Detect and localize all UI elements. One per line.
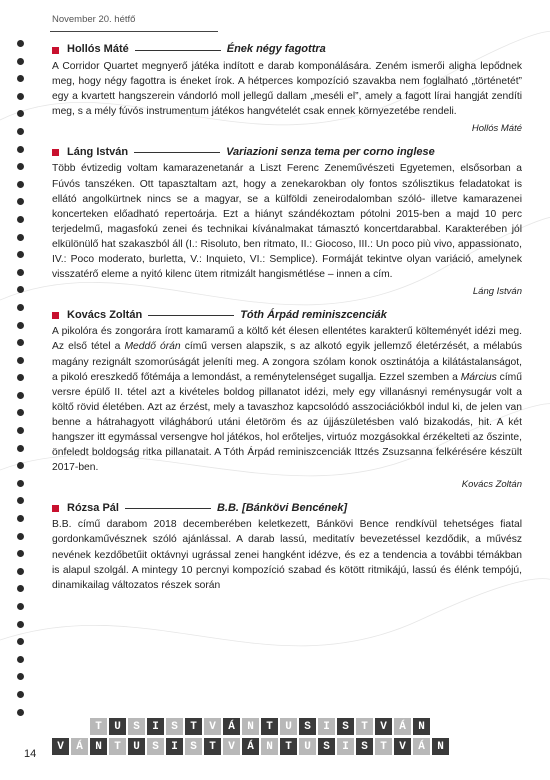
banner-letter: I (318, 718, 335, 735)
banner-letter: T (90, 718, 107, 735)
name-banner (52, 688, 530, 766)
heading-rule (148, 315, 234, 316)
banner-letter: U (128, 738, 145, 755)
body-text: A pikolóra és zongorára írott kamaramű a költő két élesen ellentétes karakterű költeményét idézi meg. Az első tétel a (52, 326, 522, 353)
banner-letter: T (185, 718, 202, 735)
binder-dot (17, 93, 24, 100)
binder-dot (17, 251, 24, 258)
binder-dot (17, 550, 24, 557)
section-body (52, 324, 522, 475)
banner-letter: T (356, 718, 373, 735)
heading-rule (134, 152, 220, 153)
heading-rule (125, 508, 211, 509)
banner-letter: V (223, 738, 240, 755)
banner-letter: Á (394, 718, 411, 735)
banner-letter: I (337, 738, 354, 755)
section-lang (52, 144, 522, 299)
banner-letter: T (375, 738, 392, 755)
work-title: B.B. [Bánkövi Bencének] (216, 501, 348, 514)
header-date: November 20. hétfő (52, 14, 136, 25)
binder-dot (17, 427, 24, 434)
binder-dot (17, 339, 24, 346)
banner-letter: V (204, 718, 221, 735)
section-heading (52, 144, 522, 160)
binder-dot (17, 691, 24, 698)
binder-dot (17, 110, 24, 117)
banner-letter: N (242, 718, 259, 735)
author-name: Rózsa Pál (67, 501, 119, 514)
binder-dot (17, 673, 24, 680)
banner-letter: U (299, 738, 316, 755)
red-square-icon (52, 47, 59, 54)
banner-letter: V (375, 718, 392, 735)
binder-dot (17, 515, 24, 522)
binder-dot (17, 709, 24, 716)
banner-letter: U (280, 718, 297, 735)
banner-letter: S (128, 718, 145, 735)
binder-dot (17, 392, 24, 399)
banner-letter: V (52, 738, 69, 755)
binder-dot (17, 445, 24, 452)
binder-dot (17, 638, 24, 645)
binder-dot (17, 304, 24, 311)
banner-letter: S (185, 738, 202, 755)
header-divider (50, 31, 218, 32)
page-number: 14 (24, 748, 37, 760)
binder-dot (17, 357, 24, 364)
binder-dot (17, 234, 24, 241)
binder-dot (17, 621, 24, 628)
banner-letter: Á (71, 738, 88, 755)
banner-letter: N (90, 738, 107, 755)
binder-dot (17, 462, 24, 469)
banner-row-bottom (52, 738, 449, 755)
red-square-icon (52, 149, 59, 156)
section-heading (52, 307, 522, 323)
binder-dot (17, 128, 24, 135)
binder-dot (17, 603, 24, 610)
binder-dot (17, 409, 24, 416)
banner-letter: T (204, 738, 221, 755)
banner-letter: S (147, 738, 164, 755)
binder-dot (17, 181, 24, 188)
binder-dot (17, 198, 24, 205)
banner-letter: T (280, 738, 297, 755)
heading-rule (135, 50, 221, 51)
banner-letter: Á (413, 738, 430, 755)
signature: Kovács Zoltán (461, 479, 522, 491)
banner-row-top (90, 718, 430, 735)
section-hollos (52, 42, 522, 136)
binder-dot (17, 58, 24, 65)
work-title: Tóth Árpád reminiszcenciák (240, 308, 387, 321)
work-title: Ének négy fagottra (226, 43, 326, 56)
binder-dot (17, 163, 24, 170)
binder-dot (17, 374, 24, 381)
main-content (52, 42, 522, 601)
binder-dot (17, 286, 24, 293)
author-name: Kovács Zoltán (67, 308, 143, 321)
banner-letter: N (432, 738, 449, 755)
section-rozsa (52, 500, 522, 592)
section-heading (52, 500, 522, 516)
banner-letter: Á (242, 738, 259, 755)
binder-dot (17, 216, 24, 223)
binder-dot (17, 40, 24, 47)
author-name: Láng István (67, 145, 129, 158)
banner-letter: N (413, 718, 430, 735)
binder-dot (17, 585, 24, 592)
red-square-icon (52, 312, 59, 319)
section-body: Több évtizedig voltam kamarazenetanár a Liszt Ferenc Zeneművészeti Egyetemen, elsősorban a Fúvós tanszéken. Ott tapasztaltam azt, hogy a zenekarokban oly fontos szólisztikus feladatokat is ellátó angolkürtnek nincs se a magyar, se a külföldi zeneirodalomban szóló- illetve kamarazenei koncerteken előadható repertoárja. Ezt a hiányt szándékoztam pótolni 2015-ben a majd 10 perc terjedelmű, magasfokú zenei és technikai kívánalmakat támasztó koncertdarabbal. Karakterében jól elkülönülő hat szakaszból áll (I.: Risoluto, ben ritmato, II.: Giocoso, III.: Un poco più vivo, appassionato, IV.: Poco moderato, burletta, V.: Inquieto, VI.: Semplice). Formáját tekintve olyan variáció, amelynek visszatérő eleme a nyitó kilenc ütem ritmizált hangismétlése – innen a cím. (52, 163, 522, 281)
binder-dot (17, 497, 24, 504)
banner-letter: Á (223, 718, 240, 735)
binder-dot (17, 269, 24, 276)
binder-dots (17, 40, 27, 726)
banner-letter: S (166, 718, 183, 735)
binder-dot (17, 568, 24, 575)
banner-letter: I (147, 718, 164, 735)
banner-letter: V (394, 738, 411, 755)
banner-letter: S (299, 718, 316, 735)
banner-letter: I (166, 738, 183, 755)
work-title: Variazioni senza tema per corno inglese (226, 145, 435, 158)
banner-letter: T (109, 738, 126, 755)
binder-dot (17, 480, 24, 487)
banner-letter: U (109, 718, 126, 735)
author-name: Hollós Máté (67, 43, 129, 56)
banner-letter: S (318, 738, 335, 755)
signature: Hollós Máté (471, 123, 522, 135)
section-body: A Corridor Quartet megnyerő játéka indított e darab komponálására. Zeném ismerői aligha lepődnek meg, hogy négy fagottra is éneket írok. A hétperces kompozíció szavakba nem foglalható „történetét” egy a kvartett hangszerein vándorló moll jellegű dallam „meséli el”, amely a fagott lírai hangját zendíti meg, s a mély fúvós instrumentum játékos hangvételét csak ennek környezetébe rendeli. (52, 61, 522, 118)
section-body: B.B. című darabom 2018 decemberében keletkezett, Bánkövi Bence rendkívül tehetséges fiatal gordonkaművésznek szóló ajánlással. A darab lassú, meditatív bevezetéssel kezdődik, a művész nevének kezdőbetűit oktávnyi ugrással zenei hangként idézve, és ez a tendencia a további témákban is alapul szolgál. A mintegy 10 percnyi kompozíció szabad és kötött ritmikájú, lassú és élénk tempójú, dinamikailag változatos részek során (52, 519, 522, 591)
banner-letter: S (356, 738, 373, 755)
banner-letter: N (261, 738, 278, 755)
red-square-icon (52, 505, 59, 512)
signature: Láng István (472, 286, 522, 298)
binder-dot (17, 322, 24, 329)
binder-dot (17, 75, 24, 82)
section-heading (52, 42, 522, 58)
body-text: című versre épülő II. tétel azt a kivételes boldog pillanatot idézi, mely egy villanásnyi reménysugár volt a költő rövid életében. Azt az érzést, mely a tavaszhoz kapcsolódó asszociációkból indul ki, de jelen van benne a hátrahagyott világháború utáni életöröm és az újjászületésben való bizakodás, hit. A két hangszer itt egymással versengve hol játékos, hol erőteljes, virtuóz mozgásokkal érzékelteti az őszinte, önfeledt boldogság ritka pillanatait. A Tóth Árpád reminiszcenciák Ittzés Zsuzsanna felkérésére készült 2017-ben. (52, 371, 522, 474)
section-kovacs (52, 307, 522, 492)
poem-title: Március (460, 371, 497, 383)
poem-title: Meddő órán (124, 341, 181, 353)
banner-letter: T (261, 718, 278, 735)
body-text: című versen alapszik, s az alkotó egyik jellemző életérzését, a mélabús magány rezignált szomorúságát jeleníti meg. A zongora szólam konok osztinátója a kilátástalanságot, a pikoló ereszkedő főtémája a lemondást, a reménytelenséget sugallja. Ezzel szemben a (52, 341, 522, 383)
binder-dot (17, 656, 24, 663)
binder-dot (17, 533, 24, 540)
banner-letter: S (337, 718, 354, 735)
binder-dot (17, 146, 24, 153)
